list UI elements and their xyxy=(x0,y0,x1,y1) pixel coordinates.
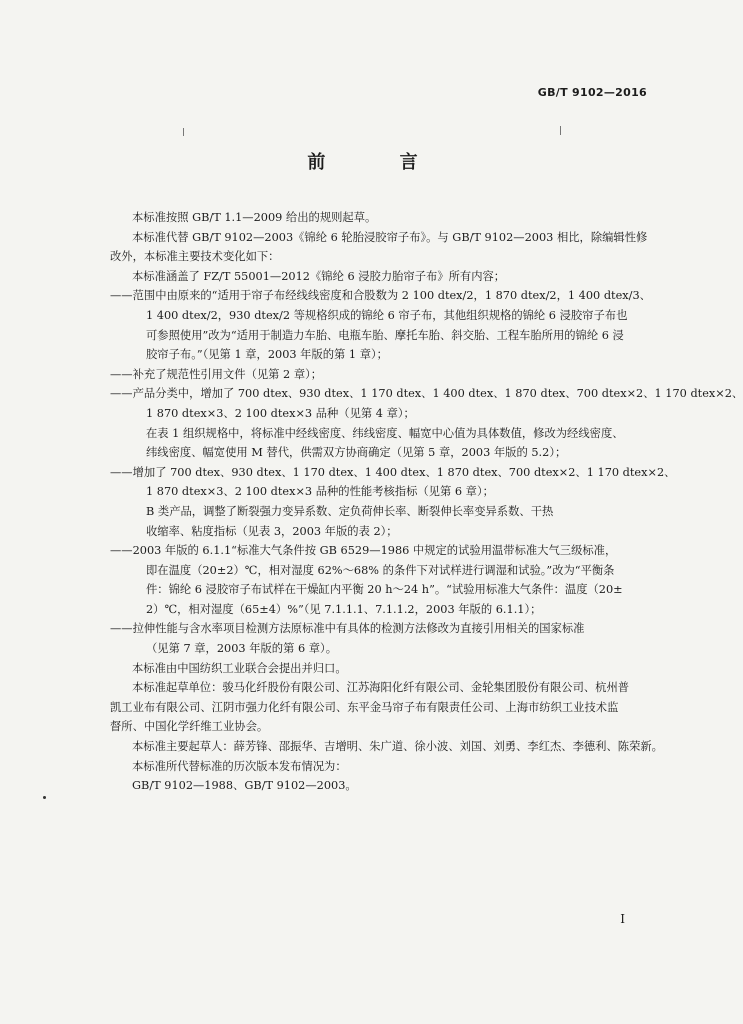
list-item: ——产品分类中，增加了 700 dtex、930 dtex、1 170 dtex、1 400 dtex、1 870 dtex、700 dtex×2、1 170 dtex×2、 xyxy=(110,387,743,401)
list-item-continuation: 件：锦纶 6 浸胶帘子布试样在干燥缸内平衡 20 h～24 h”。“试验用标准大气条件：温度（20± xyxy=(146,583,623,597)
scan-speck xyxy=(43,796,46,799)
list-item: ——范围中由原来的“适用于帘子布经线线密度和合股数为 2 100 dtex/2，1 870 dtex/2，1 400 dtex/3、 xyxy=(110,289,651,303)
list-item-continuation: 胶帘子布。”（见第 1 章，2003 年版的第 1 章）； xyxy=(146,348,388,362)
list-item-continuation: 在表 1 组织规格中，将标准中经线密度、纬线密度、幅宽中心值为具体数值，修改为经线密度、 xyxy=(146,426,624,440)
scan-mark xyxy=(183,128,184,136)
list-item-continuation: B 类产品，调整了断裂强力变异系数、定负荷伸长率、断裂伸长率变异系数、干热 xyxy=(146,504,554,518)
list-item: ——拉伸性能与含水率项目检测方法原标准中有具体的检测方法修改为直接引用相关的国家标准 xyxy=(110,622,585,636)
paragraph-line: 本标准由中国纺织工业联合会提出并归口。 xyxy=(132,661,347,675)
list-item-continuation: 纬线密度、幅宽使用 M 替代，供需双方协商确定（见第 5 章，2003 年版的 5.2）； xyxy=(146,446,567,460)
list-item-continuation: 1 400 dtex/2，930 dtex/2 等规格织成的锦纶 6 帘子布，其他组织规格的锦纶 6 浸胶帘子布也 xyxy=(146,308,628,322)
list-item-continuation: 1 870 dtex×3、2 100 dtex×3 品种的性能考核指标（见第 6 章）； xyxy=(146,485,494,499)
list-item: ——2003 年版的 6.1.1“标准大气条件按 GB 6529—1986 中规定的试验用温带标准大气三级标准， xyxy=(110,544,617,558)
paragraph-line: 本标准代替 GB/T 9102—2003《锦纶 6 轮胎浸胶帘子布》。与 GB/T 9102—2003 相比，除编辑性修 xyxy=(132,230,648,244)
paragraph-line: 本标准按照 GB/T 1.1—2009 给出的规则起草。 xyxy=(132,211,377,224)
scan-mark xyxy=(560,126,561,135)
paragraph-line: 督所、中国化学纤维工业协会。 xyxy=(110,720,269,734)
list-item-continuation: 1 870 dtex×3、2 100 dtex×3 品种（见第 4 章）； xyxy=(146,406,415,420)
standard-number: GB/T 9102—2016 xyxy=(537,86,647,99)
page-number: I xyxy=(620,912,625,926)
paragraph-line: 本标准所代替标准的历次版本发布情况为： xyxy=(132,759,347,773)
list-item-continuation: 2）℃，相对湿度（65±4）%”（见 7.1.1.1、7.1.1.2，2003 年版的 6.1.1）； xyxy=(146,602,542,616)
list-item-continuation: （见第 7 章，2003 年版的第 6 章）。 xyxy=(146,642,337,656)
list-item-continuation: 即在温度（20±2）℃，相对湿度 62%～68% 的条件下对试样进行调湿和试验。”改为“平衡条 xyxy=(146,563,615,577)
paragraph-line: GB/T 9102—1988、GB/T 9102—2003。 xyxy=(132,779,357,793)
paragraph-line: 本标准起草单位：骏马化纤股份有限公司、江苏海阳化纤有限公司、金轮集团股份有限公司、杭州普 xyxy=(132,681,630,695)
list-item-continuation: 收缩率、粘度指标（见表 3，2003 年版的表 2）； xyxy=(146,524,398,538)
list-item: ——补充了规范性引用文件（见第 2 章）； xyxy=(110,367,323,381)
body-text xyxy=(110,208,743,796)
paragraph-line: 改外，本标准主要技术变化如下： xyxy=(110,250,280,264)
list-item-continuation: 可参照使用”改为“适用于制造力车胎、电瓶车胎、摩托车胎、斜交胎、工程车胎所用的锦纶 6 浸 xyxy=(146,328,624,342)
paragraph-line: 本标准主要起草人：薛芳锋、邵振华、吉增明、朱广道、徐小波、刘国、刘勇、李红杰、李德利、陈荣新。 xyxy=(132,740,663,754)
page-title: 前 言 xyxy=(307,152,452,173)
list-item: ——增加了 700 dtex、930 dtex、1 170 dtex、1 400 dtex、1 870 dtex、700 dtex×2、1 170 dtex×2、 xyxy=(110,465,676,479)
paragraph-line: 本标准涵盖了 FZ/T 55001—2012《锦纶 6 浸胶力胎帘子布》所有内容； xyxy=(132,269,506,283)
paragraph-line: 凯工业布有限公司、江阴市强力化纤有限公司、东平金马帘子布有限责任公司、上海市纺织工业技术监 xyxy=(110,700,619,714)
